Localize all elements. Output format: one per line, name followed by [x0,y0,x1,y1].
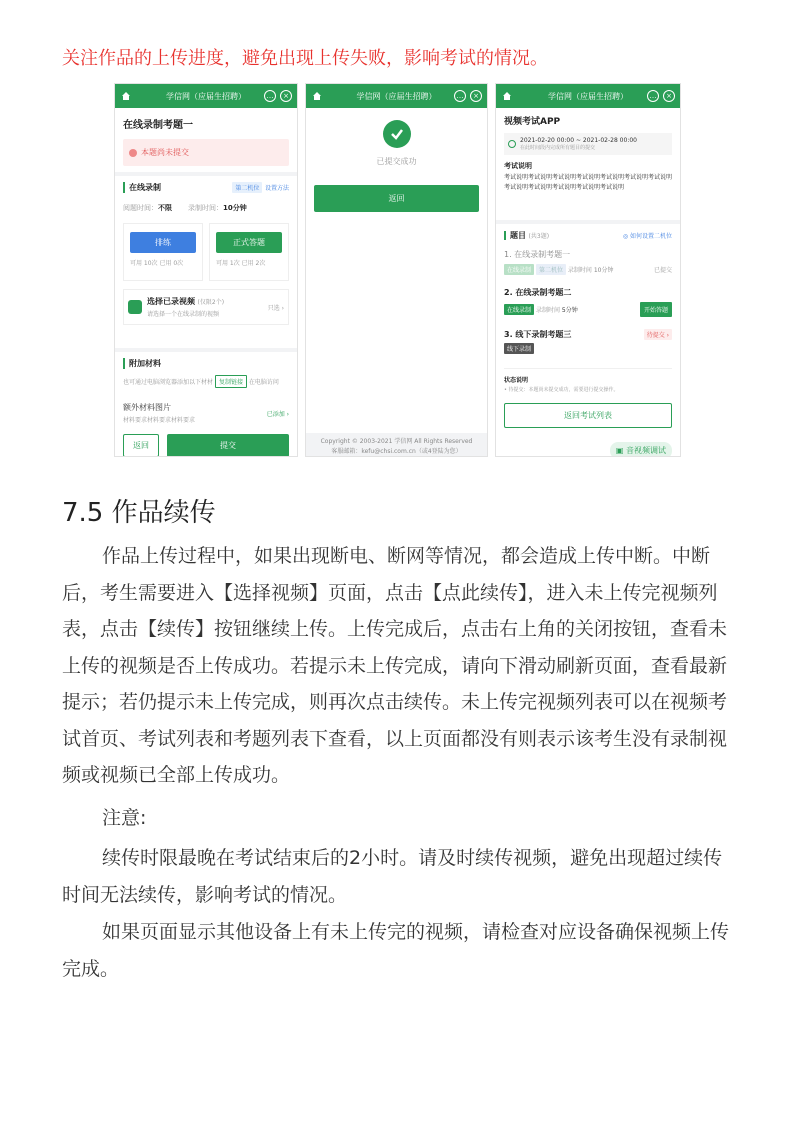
time-box [504,133,672,155]
prep-value: 不限 [158,204,172,212]
notice-label: 注意: [102,807,147,829]
home-icon[interactable] [121,91,131,101]
status-note-text: • 待提交：本题尚未提交成功，需要进行提交操作。 [504,387,619,393]
more-icon[interactable]: … [647,90,659,102]
success-text: 已提交成功 [376,157,417,166]
back-to-list-button[interactable]: 返回考试列表 [504,403,672,428]
screenshot-success-page [305,83,488,457]
q2-time: 5分钟 [561,307,578,314]
close-icon[interactable]: × [663,90,675,102]
submit-button[interactable]: 提交 [167,434,289,457]
copy-link-tag[interactable]: 复制链接 [215,375,247,388]
choose-link[interactable]: 只选 › [267,304,284,312]
av-test-label: 音视频调试 [626,446,666,455]
question-title: 在线录制考题一 [123,120,193,131]
machine-tag: 第二机位 [232,182,262,193]
top-note: 关注作品的上传进度，避免出现上传失败，影响考试的情况。 [62,48,548,69]
list-title: 题目 [504,231,526,240]
question-item-1[interactable] [504,249,672,275]
section-label: 在线录制 [123,182,161,193]
desc-text: 考试说明考试说明考试说明考试说明考试说明考试说明考试说明考试说明考试说明考试说明考试说明考试说明 [504,174,673,191]
attach-desc2: 在电脑访问 [248,379,279,386]
q1-tag-machine: 第二机位 [536,264,566,275]
app-title: 学信网（应届生招聘） [356,91,437,101]
service-email: 客服邮箱：kefu@chsi.com.cn（或4登陆为您） [331,448,462,455]
body-paragraph: 作品上传过程中，如果出现断电、断网等情况，都会造成上传中断。中断后，考生需要进入【选择视频】页面，点击【点此续传】，进入未上传完视频列表，点击【续传】按钮继续上传。上传完成后，点击右上角的关闭按钮，查看未上传的视频是否上传成功。若提示未上传完成，请向下滑动刷新页面，查看最新提示；若仍提示未上传完成，则再次点击续传。未上传完视频列表可以在视频考试首页、考试列表和考题列表下查看，以上页面都没有则表示该考生没有录制视频或视频已全部上传成功。 [62,545,728,786]
desc-title: 考试说明 [504,162,532,170]
close-icon[interactable]: × [470,90,482,102]
choose-desc: 请选择一个在线录制的视频 [147,311,220,318]
exam-card [209,223,289,281]
start-answer-button[interactable]: 开始答题 [640,302,672,317]
q3-status: 待提交 › [644,329,672,340]
attach-title: 附加材料 [123,358,289,369]
clock-icon [508,140,516,148]
attach-desc: 也可通过电脑浏览器添加以下材材 [123,379,214,386]
time-note: 在此时间段内完成所有题目的提交 [520,145,596,151]
section-heading: 7.5 作品续传 [62,498,216,528]
status-banner [123,139,289,166]
more-icon[interactable]: … [454,90,466,102]
notice-1: 续传时限最晚在考试结束后的2小时。请及时续传视频，避免出现超过续传时间无法续传，影响考试的情况。 [62,847,723,906]
extra-desc: 材料要求材料要求材料要求 [123,417,196,424]
q1-time: 10分钟 [593,267,614,274]
app-title-heading: 视频考试APP [504,117,561,127]
warning-icon [129,149,137,157]
q1-status: 已提交 [653,267,672,274]
question-item-3[interactable] [504,329,672,354]
extra-link[interactable]: 已添加 › [266,410,289,418]
status-text: 本题尚未提交 [141,148,189,157]
video-icon [128,300,142,314]
q2-title: 2. 在线录制考题二 [504,288,572,297]
home-icon[interactable] [312,91,322,101]
app-titlebar [496,84,680,108]
back-button[interactable]: 返回 [314,185,479,212]
extra-title: 额外材料图片 [123,403,171,412]
time-range: 2021-02-20 00:00 ~ 2021-02-28 00:00 [520,137,637,144]
q2-tag-time: 录制时间 [535,307,560,314]
screenshot-submit-page [114,83,298,457]
setup-link[interactable]: 设置方法 [264,185,289,192]
camera-icon: ▣ [615,446,626,455]
setup-link[interactable]: ◎ 如何设置二机位 [622,233,672,240]
success-check-icon [383,120,411,148]
q3-title: 3. 线下录制考题三 [504,330,572,339]
choose-title: 选择已录视频 [147,297,195,306]
choose-video-row[interactable] [123,289,289,325]
back-button[interactable]: 返回 [123,434,159,457]
more-icon[interactable]: … [264,90,276,102]
copyright: Copyright © 2003-2021 学信网 All Rights Reserved [320,438,473,445]
status-note-title: 状态说明 [504,377,529,384]
close-icon[interactable]: × [280,90,292,102]
practice-card [123,223,203,281]
notice-2: 如果页面显示其他设备上有未上传完的视频，请检查对应设备确保视频上传完成。 [62,921,730,980]
footer [306,433,487,457]
practice-stats: 可用 10次 已用 0次 [130,260,184,267]
app-titlebar [306,84,487,108]
exam-button[interactable]: 正式答题 [216,232,282,253]
prep-label: 阅题时间： [123,204,158,212]
screenshot-exam-page [495,83,681,457]
app-titlebar [115,84,297,108]
app-title: 学信网（应届生招聘） [548,91,628,101]
practice-button[interactable]: 排练 [130,232,196,253]
av-test-button[interactable] [610,442,672,457]
rec-label: 录制时间： [188,204,223,212]
app-title: 学信网（应届生招聘） [166,91,246,101]
q2-tag-online: 在线录制 [504,304,534,315]
q3-tag-offline: 线下录制 [504,343,534,354]
list-count: (共3题) [528,233,550,240]
exam-stats: 可用 1次 已用 2次 [216,260,266,267]
home-icon[interactable] [502,91,512,101]
question-item-2[interactable] [504,287,672,317]
q1-tag-online: 在线录制 [504,264,534,275]
q1-title: 1. 在线录制考题一 [504,250,571,259]
choose-sub: (仅限2个) [197,299,225,306]
rec-value: 10分钟 [223,204,247,212]
q1-tag-time: 录制时间 [567,267,592,274]
